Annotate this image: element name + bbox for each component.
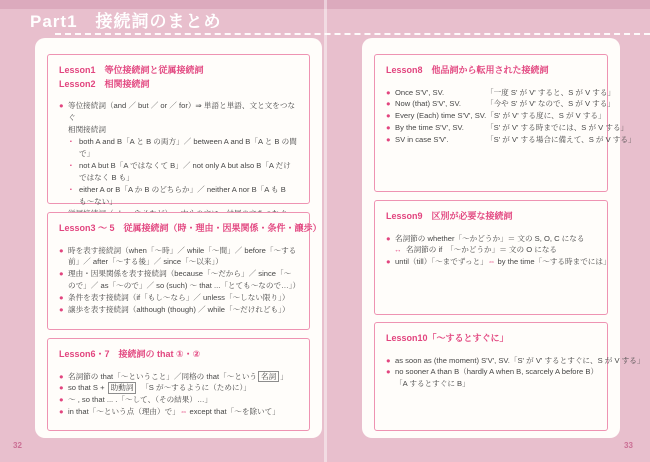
line-text-post: except that「〜を除いて」 <box>187 407 280 417</box>
page-gutter-highlight <box>324 0 327 462</box>
concession-conjunction-line <box>59 304 298 316</box>
line-text: 等位接続詞（and ／ but ／ or ／ for）⇒ 単語と単語、文と文をつなぐ <box>68 101 296 122</box>
line-text: not A but B「A ではなくて B」／ not only A but also B「A だけではなく B も」 <box>79 160 291 182</box>
correlative-label-line <box>59 124 298 136</box>
that-noun-clause-line <box>59 371 298 383</box>
coordinating-conjunction-line <box>59 100 298 124</box>
pattern-english: Once S'V', SV. <box>395 87 445 97</box>
double-arrow-icon: ⇔ <box>487 257 496 267</box>
line-text: both A and B「A と B の両方」／ between A and B「A と B の間で」 <box>79 136 297 158</box>
correlative-item <box>59 160 298 184</box>
no-sooner-line <box>386 366 599 378</box>
lesson8-row <box>386 87 616 99</box>
page-number-right: 33 <box>624 441 633 450</box>
lesson8-row <box>386 110 606 122</box>
bullet-icon: ● <box>59 395 64 405</box>
lesson9-box <box>374 200 611 315</box>
correlative-item <box>59 136 298 160</box>
bullet-icon: ● <box>386 355 391 365</box>
bullet-icon: ● <box>59 407 64 417</box>
line-text-pre: in that「〜という点（理由）で」 <box>68 407 180 417</box>
bullet-icon: ● <box>59 383 64 393</box>
reason-conjunction-line <box>59 268 301 292</box>
boxed-term-noun: 名詞 <box>258 371 279 382</box>
lesson8-box <box>374 54 636 192</box>
pattern-japanese: 「今や S' が V' なので、S が V する」 <box>486 99 615 109</box>
bullet-icon: ● <box>386 99 391 109</box>
bullet-icon: ● <box>386 135 391 145</box>
result-so-that-line <box>59 394 298 406</box>
line-text: 時を表す接続詞（when「〜時」／ while「〜間」／ before「〜する前」／ after「〜する後」／ since「〜以来」） <box>68 245 297 267</box>
condition-conjunction-line <box>59 292 298 304</box>
lesson3-5-box <box>47 212 322 330</box>
bullet-icon: ● <box>386 257 391 267</box>
lesson1-2-titles <box>59 64 298 91</box>
page-number-left: 32 <box>13 441 22 450</box>
line-text-pre: until（till）「〜までずっと」 <box>395 257 488 267</box>
bullet-icon: ● <box>59 305 64 315</box>
bullet-icon: ● <box>59 269 64 279</box>
bullet-icon: ● <box>59 371 64 381</box>
line-text: 相関接続詞 <box>68 124 106 134</box>
line-text-post: 「S が〜するように（ために）」 <box>137 383 251 393</box>
so-that-line <box>59 382 298 394</box>
line-text: 名詞節の if 「〜かどうか」＝ 文の O になる <box>406 245 558 255</box>
pattern-japanese: 「S' が V' する場合に備えて、S が V する」 <box>486 135 636 145</box>
right-page <box>362 38 645 438</box>
line-text-post: by the time「〜する時までには」 <box>495 257 611 267</box>
line-text: no sooner A than B（hardly A when B, scarcely A before B） <box>395 367 599 377</box>
boxed-term-auxiliary: 助動詞 <box>108 382 137 393</box>
sub-bullet-icon: ▪ <box>70 186 72 193</box>
line-text-post: 」 <box>280 371 288 381</box>
correlative-item <box>59 184 298 208</box>
lesson8-row <box>386 134 636 146</box>
lesson6-7-box <box>47 338 310 431</box>
pattern-english: Every (Each) time S'V', SV. <box>395 111 487 121</box>
whether-line <box>386 233 596 245</box>
left-right-arrow-icon: ↔ <box>394 245 402 255</box>
part-title: Part1 接続詞のまとめ <box>30 12 222 31</box>
left-page <box>35 38 322 438</box>
lesson1-title: Lesson1 等位接続詞と従属接続詞 <box>59 65 204 75</box>
bullet-icon: ● <box>59 101 64 110</box>
line-text: 「A するとすぐに B」 <box>395 379 470 389</box>
line-text: 名詞節の whether「〜かどうか」＝ 文の S, O, C になる <box>395 233 585 243</box>
pattern-japanese: 「S' が V' する度に、S が V する」 <box>486 111 606 121</box>
lesson3-5-title: Lesson3 ～ 5 従属接続詞（時・理由・因果関係・条件・譲歩） <box>59 223 322 233</box>
lesson9-title: Lesson9 区別が必要な接続詞 <box>386 211 513 221</box>
bullet-icon: ● <box>386 367 391 377</box>
until-line <box>386 256 611 268</box>
lesson10-title: Lesson10「〜するとすぐに」 <box>386 333 509 343</box>
lesson8-title: Lesson8 他品詞から転用された接続詞 <box>386 65 549 75</box>
lesson8-row <box>386 122 629 134</box>
if-line <box>386 244 596 256</box>
line-text: either A or B「A か B のどちらか」／ neither A nor B「A も B も〜ない」 <box>79 184 286 206</box>
lesson8-row <box>386 98 615 110</box>
line-text-pre: 名詞節の that「〜ということ」／同格の that「〜という <box>68 371 258 381</box>
lesson6-7-title: Lesson6・7 接続詞の that ①・② <box>59 349 201 359</box>
sub-bullet-icon: ▪ <box>70 138 72 145</box>
bullet-icon: ● <box>386 123 391 133</box>
bullet-icon: ● <box>386 111 391 121</box>
bullet-icon: ● <box>59 293 64 303</box>
line-text: 譲歩を表す接続詞（although (though) ／ while「〜だけれども」） <box>68 305 290 315</box>
bullet-icon: ● <box>59 245 64 255</box>
line-text: 条件を表す接続詞（if「もし〜なら」／ unless「〜しない限り」） <box>68 293 290 303</box>
line-text: 理由・因果関係を表す接続詞（because「〜だから」／ since「〜ので」／ as「〜ので」／ so (such) 〜 that ...「とても〜なので…」） <box>68 269 301 291</box>
lesson10-box <box>374 322 645 431</box>
no-sooner-continuation-line <box>386 378 596 390</box>
in-that-line <box>59 406 298 418</box>
time-conjunction-line <box>59 245 298 269</box>
lesson1-2-box <box>47 54 310 204</box>
line-text-pre: so that S + <box>68 383 107 393</box>
pattern-english: SV in case S'V'. <box>395 135 449 145</box>
sub-bullet-icon: ▪ <box>70 162 72 169</box>
as-soon-as-line <box>386 355 645 367</box>
pattern-english: By the time S'V', SV. <box>395 123 464 133</box>
header-dashed-line <box>55 33 650 35</box>
pattern-english: Now (that) S'V', SV. <box>395 99 461 109</box>
lesson2-title: Lesson2 相関接続詞 <box>59 78 150 89</box>
bullet-icon: ● <box>386 87 391 97</box>
pattern-japanese: 「一度 S' が V' すると、S が V する」 <box>486 87 616 97</box>
bullet-icon: ● <box>386 233 391 243</box>
line-text: 〜 , so that ... .「〜して、（その結果）…」 <box>68 395 213 405</box>
line-text: as soon as (the moment) S'V', SV.「S' が V' するとすぐに、S が V する」 <box>395 355 645 365</box>
pattern-japanese: 「S' が V' する時までには、S が V する」 <box>486 123 629 133</box>
double-arrow-icon: ⇔ <box>179 407 188 417</box>
